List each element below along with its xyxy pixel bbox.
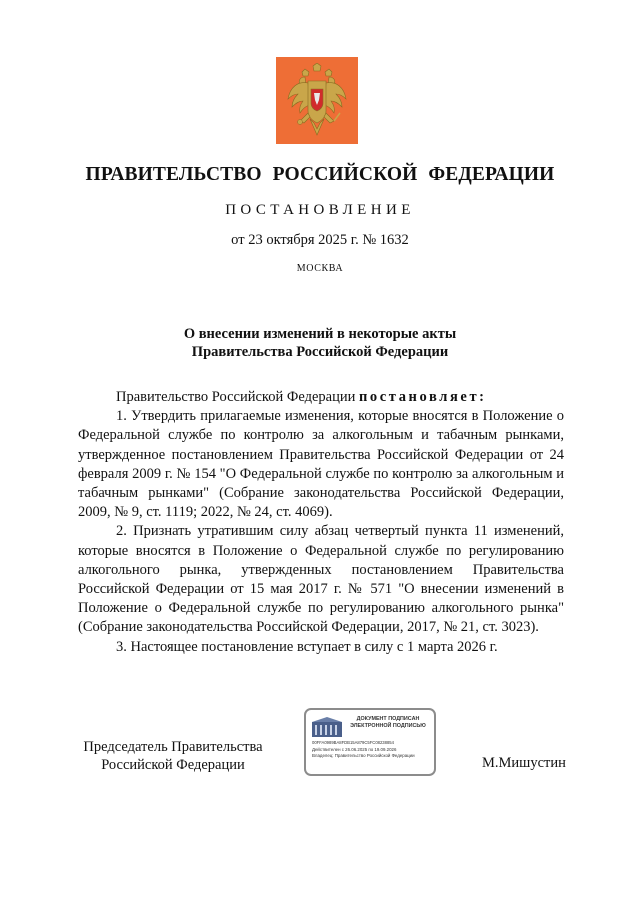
subject-line-1: О внесении изменений в некоторые акты bbox=[183, 326, 457, 342]
document-city: МОСКВА bbox=[296, 263, 344, 274]
body-intro bbox=[78, 388, 564, 407]
stamp-heading bbox=[344, 716, 432, 730]
document-subject bbox=[0, 325, 640, 361]
body-item-2: 2. Признать утратившим силу абзац четвертый пункта 11 изменений, которые вносятся в Положение о Федеральной службе по регулированию алкогольного рынка, утвержденных постановлением Правительства Российской Федерации от 15 мая 2017 г. № 571 "О внесении изменений в Положение о Федеральной службе по регулированию алкогольного рынка" (Собрание законодательства Российской Федерации, 2017, № 21, ст. 3023). bbox=[78, 523, 564, 636]
signatory-name: М.Мишустин bbox=[482, 755, 566, 771]
stamp-certificate: 00FFA0989BA8FDB15A879C5FC08238854 bbox=[312, 740, 394, 745]
signatory-position-line-1: Председатель Правительства bbox=[83, 739, 263, 755]
subject-line-2: Правительства Российской Федерации bbox=[191, 344, 449, 360]
signatory-position bbox=[78, 738, 268, 774]
stamp-validity: Действителен с 26.06.2025 по 19.09.2026 bbox=[312, 747, 397, 752]
stamp-heading-line-2: ЭЛЕКТРОННОЙ ПОДПИСЬЮ bbox=[350, 723, 426, 729]
document-date-number: от 23 октября 2025 г. № 1632 bbox=[231, 232, 409, 248]
body-item-1: 1. Утвердить прилагаемые изменения, которые вносятся в Положение о Федеральной службе по контролю за алкогольным и табачным рынками, утвержденное постановлением Правительства Российской Федерации от 24 февраля 2009 г. № 154 "О Федеральной службе по контролю за алкогольным и табачным рынками" (Собрание законодательства Российской Федерации, 2009, № 9, ст. 1119; 2022, № 24, ст. 4069). bbox=[78, 408, 564, 521]
stamp-owner: Владелец: Правительство Российской Федерации bbox=[312, 753, 415, 758]
stamp-heading-line-1: ДОКУМЕНТ ПОДПИСАН bbox=[356, 716, 420, 722]
signatory-position-line-2: Российской Федерации bbox=[101, 757, 245, 773]
double-headed-eagle-icon bbox=[286, 63, 348, 139]
intro-text: Правительство Российской Федерации bbox=[116, 389, 359, 405]
intro-resolves: постановляет: bbox=[358, 389, 487, 405]
government-title: ПРАВИТЕЛЬСТВО РОССИЙСКОЙ ФЕДЕРАЦИИ bbox=[85, 164, 555, 185]
document-body bbox=[78, 388, 564, 657]
body-item-3: 3. Настоящее постановление вступает в силу с 1 марта 2026 г. bbox=[116, 638, 498, 655]
government-building-icon bbox=[312, 717, 342, 737]
coat-of-arms-emblem bbox=[276, 57, 358, 144]
document-type: ПОСТАНОВЛЕНИЕ bbox=[225, 202, 415, 218]
electronic-signature-stamp bbox=[304, 708, 436, 776]
